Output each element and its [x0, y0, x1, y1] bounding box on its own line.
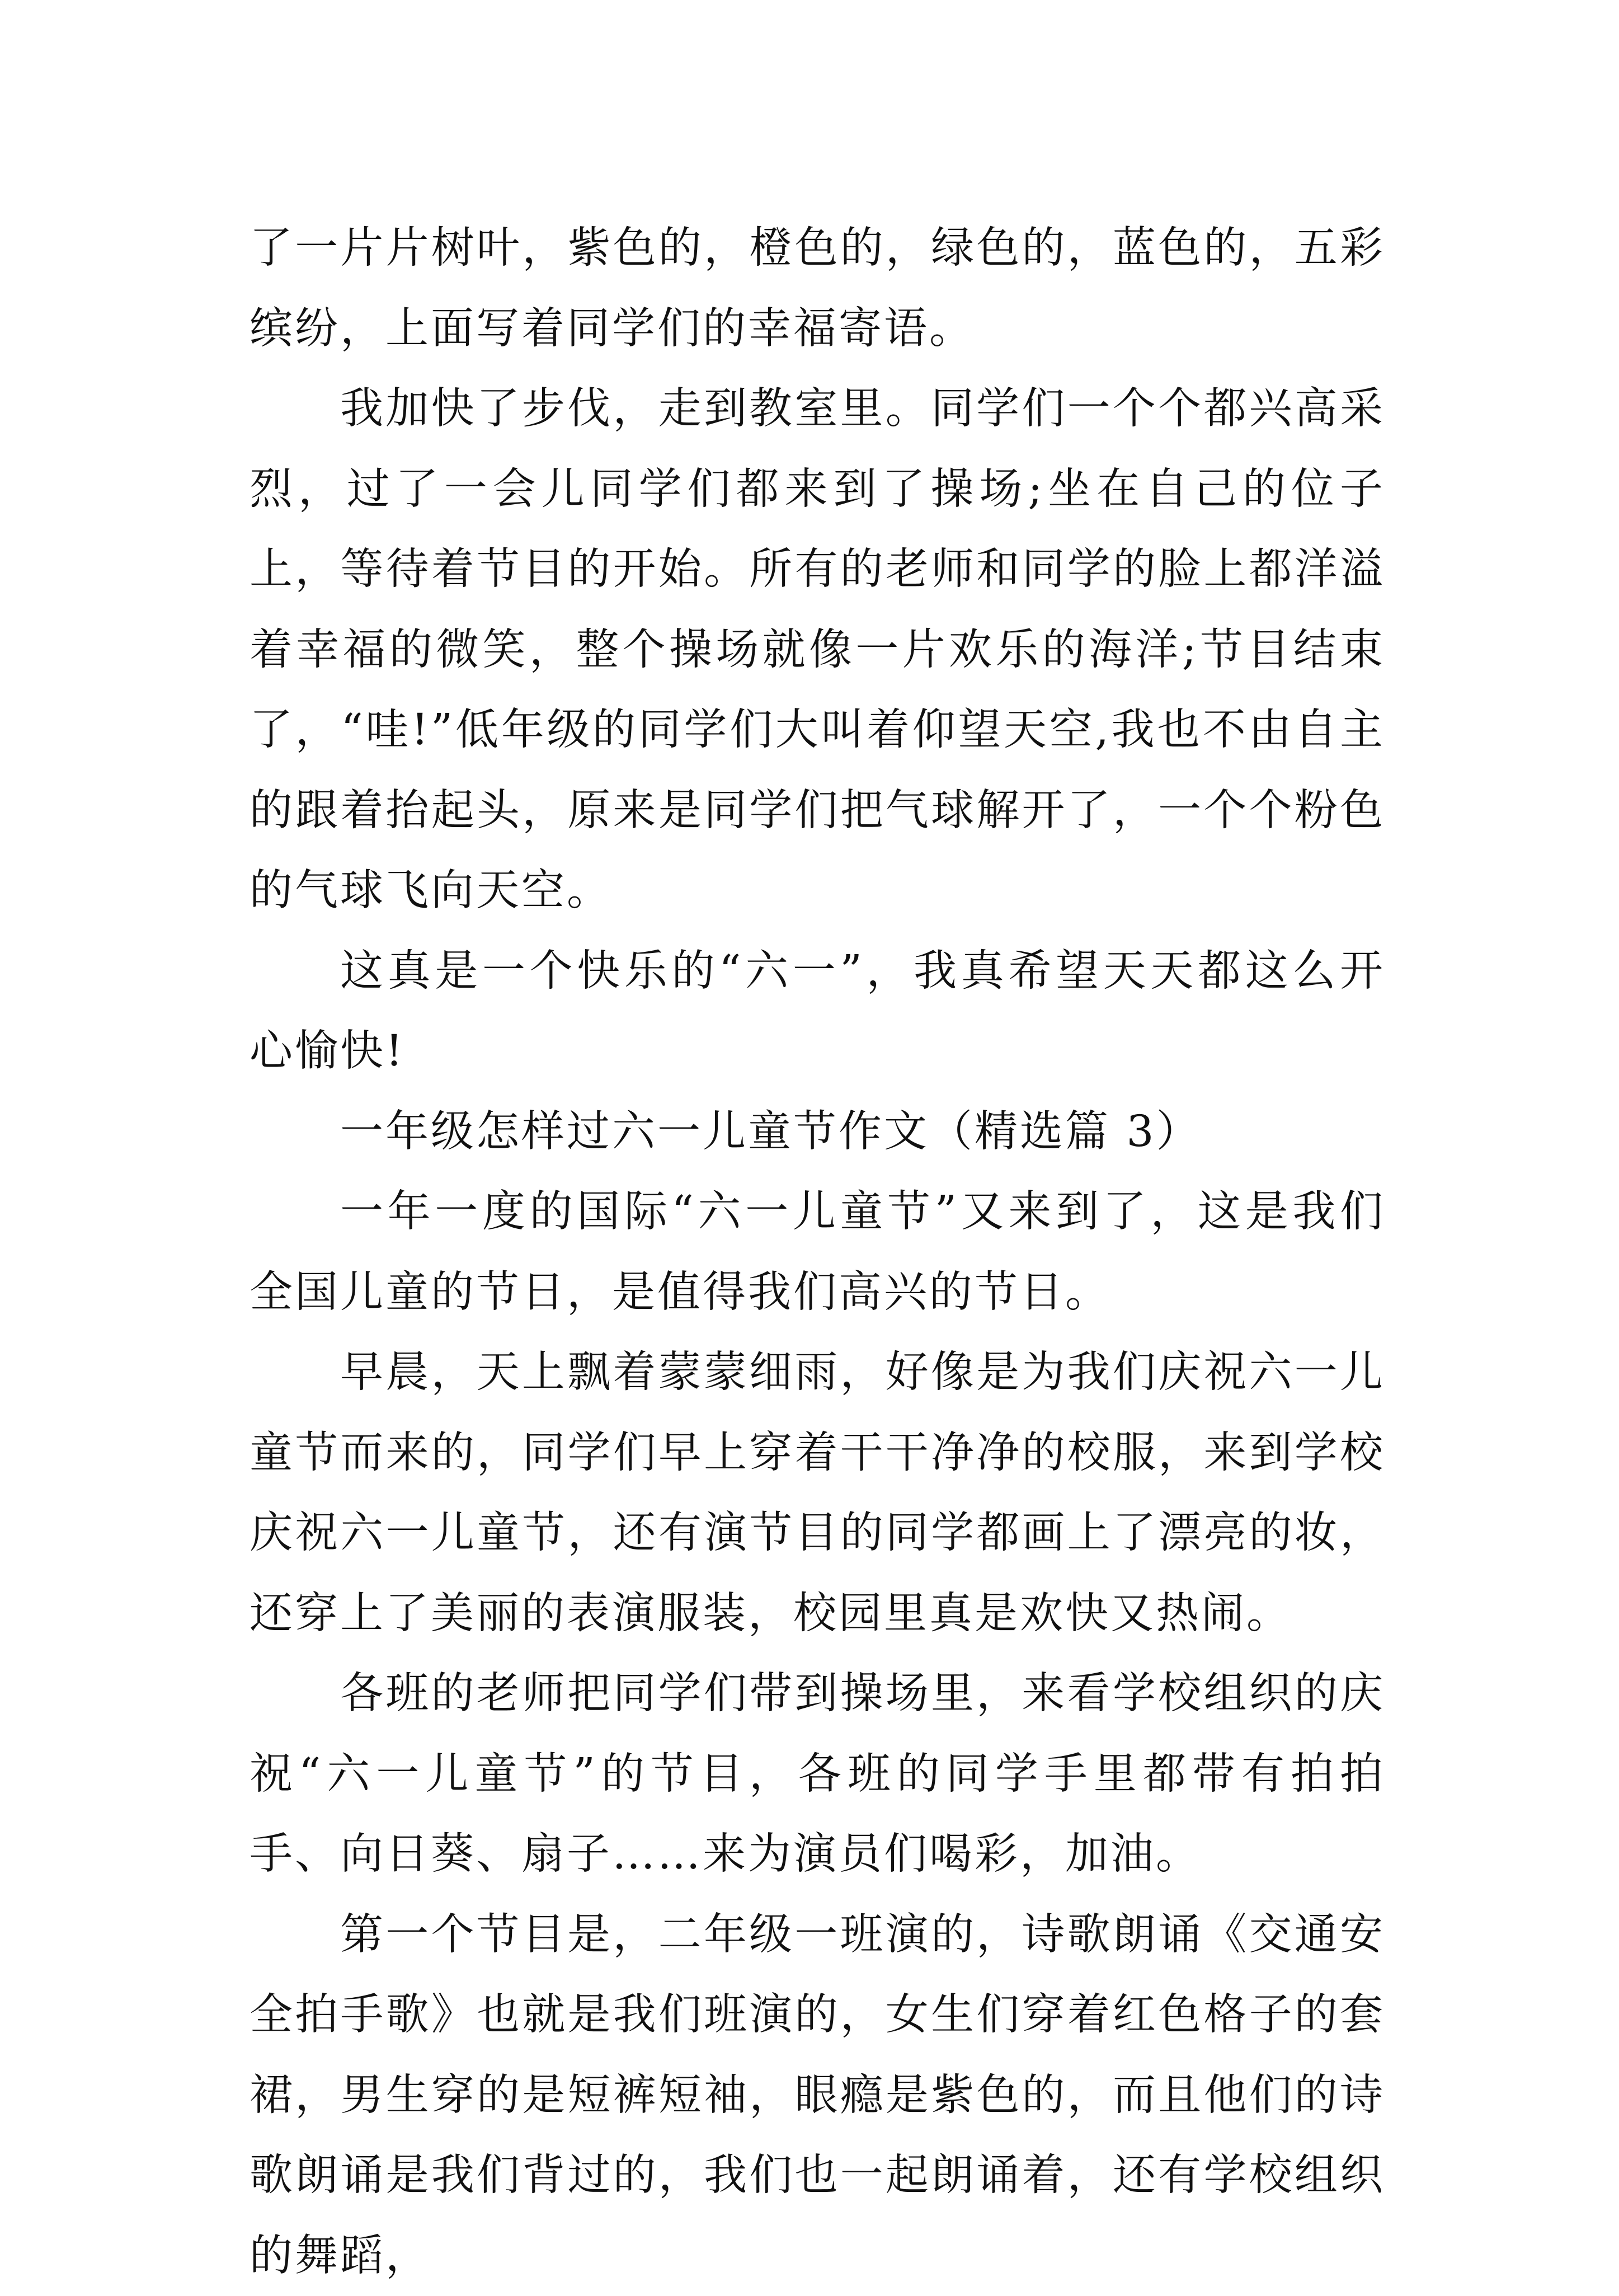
document-body — [250, 208, 1385, 2296]
paragraph: 我加快了步伐，走到教室里。同学们一个个都兴高采烈，过了一会儿同学们都来到了操场;坐在自己的位子上，等待着节目的开始。所有的老师和同学的脸上都洋溢着幸福的微笑，整个操场就像一片欢乐的海洋;节目结束了，“哇!”低年级的同学们大叫着仰望天空,我也不由自主的跟着抬起头，原来是同学们把气球解开了，一个个粉色的气球飞向天空。 — [250, 369, 1385, 931]
paragraph: 一年一度的国际“六一儿童节”又来到了，这是我们全国儿童的节日，是值得我们高兴的节日。 — [250, 1172, 1385, 1332]
paragraph: 这真是一个快乐的“六一”，我真希望天天都这么开心愉快! — [250, 931, 1385, 1092]
paragraph: 各班的老师把同学们带到操场里，来看学校组织的庆祝“六一儿童节”的节目，各班的同学手里都带有拍拍手、向日葵、扇子……来为演员们喝彩，加油。 — [250, 1654, 1385, 1895]
section-heading: 一年级怎样过六一儿童节作文（精选篇 3） — [250, 1092, 1385, 1172]
paragraph-continued: 了一片片树叶，紫色的，橙色的，绿色的，蓝色的，五彩缤纷，上面写着同学们的幸福寄语。 — [250, 208, 1385, 369]
paragraph: 早晨，天上飘着蒙蒙细雨，好像是为我们庆祝六一儿童节而来的，同学们早上穿着干干净净的校服，来到学校庆祝六一儿童节，还有演节目的同学都画上了漂亮的妆，还穿上了美丽的表演服装，校园里真是欢快又热闹。 — [250, 1332, 1385, 1654]
paragraph: 第一个节目是，二年级一班演的，诗歌朗诵《交通安全拍手歌》也就是我们班演的，女生们穿着红色格子的套裙，男生穿的是短裤短袖，眼瘾是紫色的，而且他们的诗歌朗诵是我们背过的，我们也一起朗诵着，还有学校组织的舞蹈， — [250, 1895, 1385, 2296]
